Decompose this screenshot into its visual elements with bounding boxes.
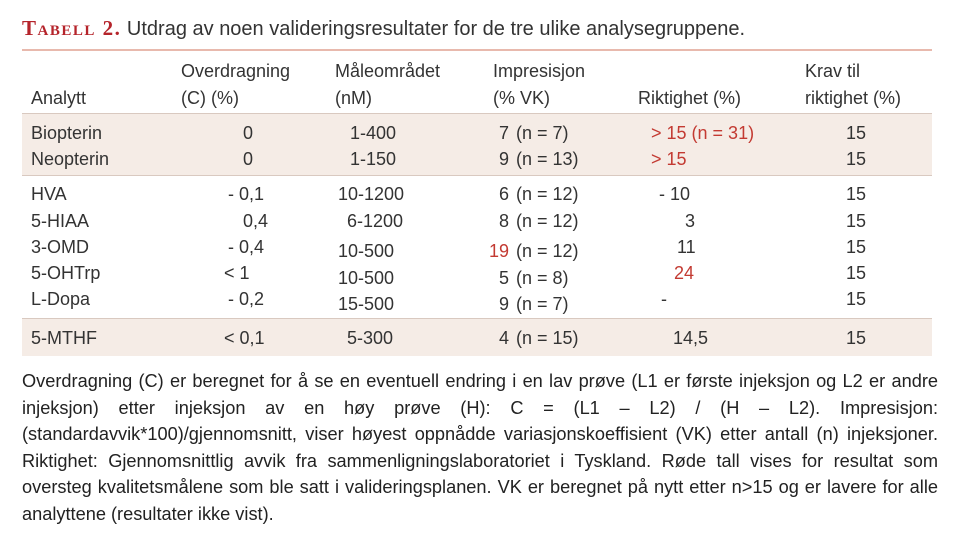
cell-imprecision-value: 4 xyxy=(499,328,510,348)
cell-carryover: < 0,1 xyxy=(224,328,265,348)
cell-requirement: 15 xyxy=(846,237,867,257)
cell-analyte: 5-MTHF xyxy=(31,328,97,348)
cell-accuracy: - 10 xyxy=(659,184,691,204)
cell-analyte: Neopterin xyxy=(31,149,110,169)
cell-requirement: 15 xyxy=(846,149,867,169)
cell-accuracy: > 15 xyxy=(651,149,687,169)
cell-imprecision-value: 9 xyxy=(499,294,510,314)
cell-analyte: 3-OMD xyxy=(31,237,89,257)
caption-rule xyxy=(22,49,932,51)
cell-imprecision-n: (n = 7) xyxy=(516,123,569,143)
cell-imprecision-n: (n = 13) xyxy=(516,149,579,169)
cell-range: 15-500 xyxy=(338,294,395,314)
cell-carryover: 0,4 xyxy=(243,211,269,231)
cell-analyte: 5-HIAA xyxy=(31,211,90,231)
cell-analyte: Biopterin xyxy=(31,123,103,143)
cell-requirement: 15 xyxy=(846,123,867,143)
cell-accuracy: 11 xyxy=(677,237,696,257)
cell-imprecision-n: (n = 7) xyxy=(516,294,569,314)
cell-range: 10-500 xyxy=(338,268,395,288)
cell-carryover: 0 xyxy=(243,123,254,143)
table-caption xyxy=(22,16,942,41)
cell-imprecision-value: 6 xyxy=(499,184,510,204)
cell-range: 1-400 xyxy=(350,123,397,143)
table-footnote: Overdragning (C) er beregnet for å se en eventuell endring i en lav prøve (L1 er første injeksjon og L2 er andre injeksjon) etter injeksjon av en høy prøve (H): C = (L1 – L2) / (H – L2). Impresisjon: (standardavvik*100)/gjennomsnitt, viser høyest oppnådde variasjonskoeffisient (VK) etter antall (n) injeksjoner. Riktighet: Gjennomsnittlig avvik fra sammenligningslaboratoriet i Tyskland. Røde tall vises for resultat som oversteg kvalitetsmålene som ble satt i valideringsplanen. VK er beregnet på nytt etter n>15 og er lavere for alle analyttene (resultater ikke vist). xyxy=(22,371,938,524)
cell-analyte: L-Dopa xyxy=(31,289,91,309)
header-requirement-unit: riktighet (%) xyxy=(805,88,902,108)
cell-requirement: 15 xyxy=(846,263,867,283)
cell-requirement: 15 xyxy=(846,289,867,309)
header-range: Måleområdet xyxy=(335,61,441,81)
cell-carryover: 0 xyxy=(243,149,254,169)
cell-imprecision-n: (n = 8) xyxy=(516,268,569,288)
cell-range: 1-150 xyxy=(350,149,397,169)
cell-analyte: HVA xyxy=(31,184,67,204)
header-carryover-unit: (C) (%) xyxy=(181,88,239,108)
cell-range: 6-1200 xyxy=(347,211,404,231)
cell-imprecision-value: 8 xyxy=(499,211,510,231)
cell-accuracy: 24 xyxy=(674,263,695,283)
cell-carryover: - 0,2 xyxy=(228,289,265,309)
cell-imprecision-value: 9 xyxy=(499,149,510,169)
cell-imprecision-value: 7 xyxy=(499,123,510,143)
cell-imprecision-n: (n = 12) xyxy=(516,184,579,204)
cell-accuracy: - xyxy=(661,289,667,309)
caption-text: Utdrag av noen valideringsresultater for de tre ulike analysegruppene. xyxy=(126,18,746,40)
cell-carryover: < 1 xyxy=(224,263,250,283)
cell-range: 10-500 xyxy=(338,241,395,261)
cell-analyte: 5-OHTrp xyxy=(31,263,101,283)
cell-imprecision-value: 5 xyxy=(499,268,510,288)
cell-imprecision-n: (n = 12) xyxy=(516,211,579,231)
group-divider xyxy=(22,175,932,176)
cell-carryover: - 0,1 xyxy=(228,184,265,204)
cell-accuracy: 14,5 xyxy=(673,328,709,348)
header-carryover: Overdragning xyxy=(181,61,291,81)
group-band-pterins xyxy=(22,114,932,175)
cell-imprecision-n: (n = 12) xyxy=(516,241,579,261)
cell-requirement: 15 xyxy=(846,211,867,231)
cell-range: 5-300 xyxy=(347,328,394,348)
cell-accuracy: 3 xyxy=(685,211,696,231)
cell-accuracy: > 15 (n = 31) xyxy=(651,123,755,143)
cell-imprecision-value: 19 xyxy=(489,241,510,261)
header-imprecision: Impresisjon xyxy=(493,61,586,81)
header-range-unit: (nM) xyxy=(335,88,372,108)
header-analyte: Analytt xyxy=(31,88,87,108)
group-band-folate xyxy=(22,319,932,356)
cell-imprecision-n: (n = 15) xyxy=(516,328,579,348)
header-accuracy: Riktighet (%) xyxy=(638,88,742,108)
header-imprecision-unit: (% VK) xyxy=(493,88,551,108)
table-label: Tabell 2. xyxy=(22,16,122,40)
cell-range: 10-1200 xyxy=(338,184,405,204)
cell-carryover: - 0,4 xyxy=(228,237,265,257)
header-requirement: Krav til xyxy=(805,61,861,81)
cell-requirement: 15 xyxy=(846,184,867,204)
cell-requirement: 15 xyxy=(846,328,867,348)
